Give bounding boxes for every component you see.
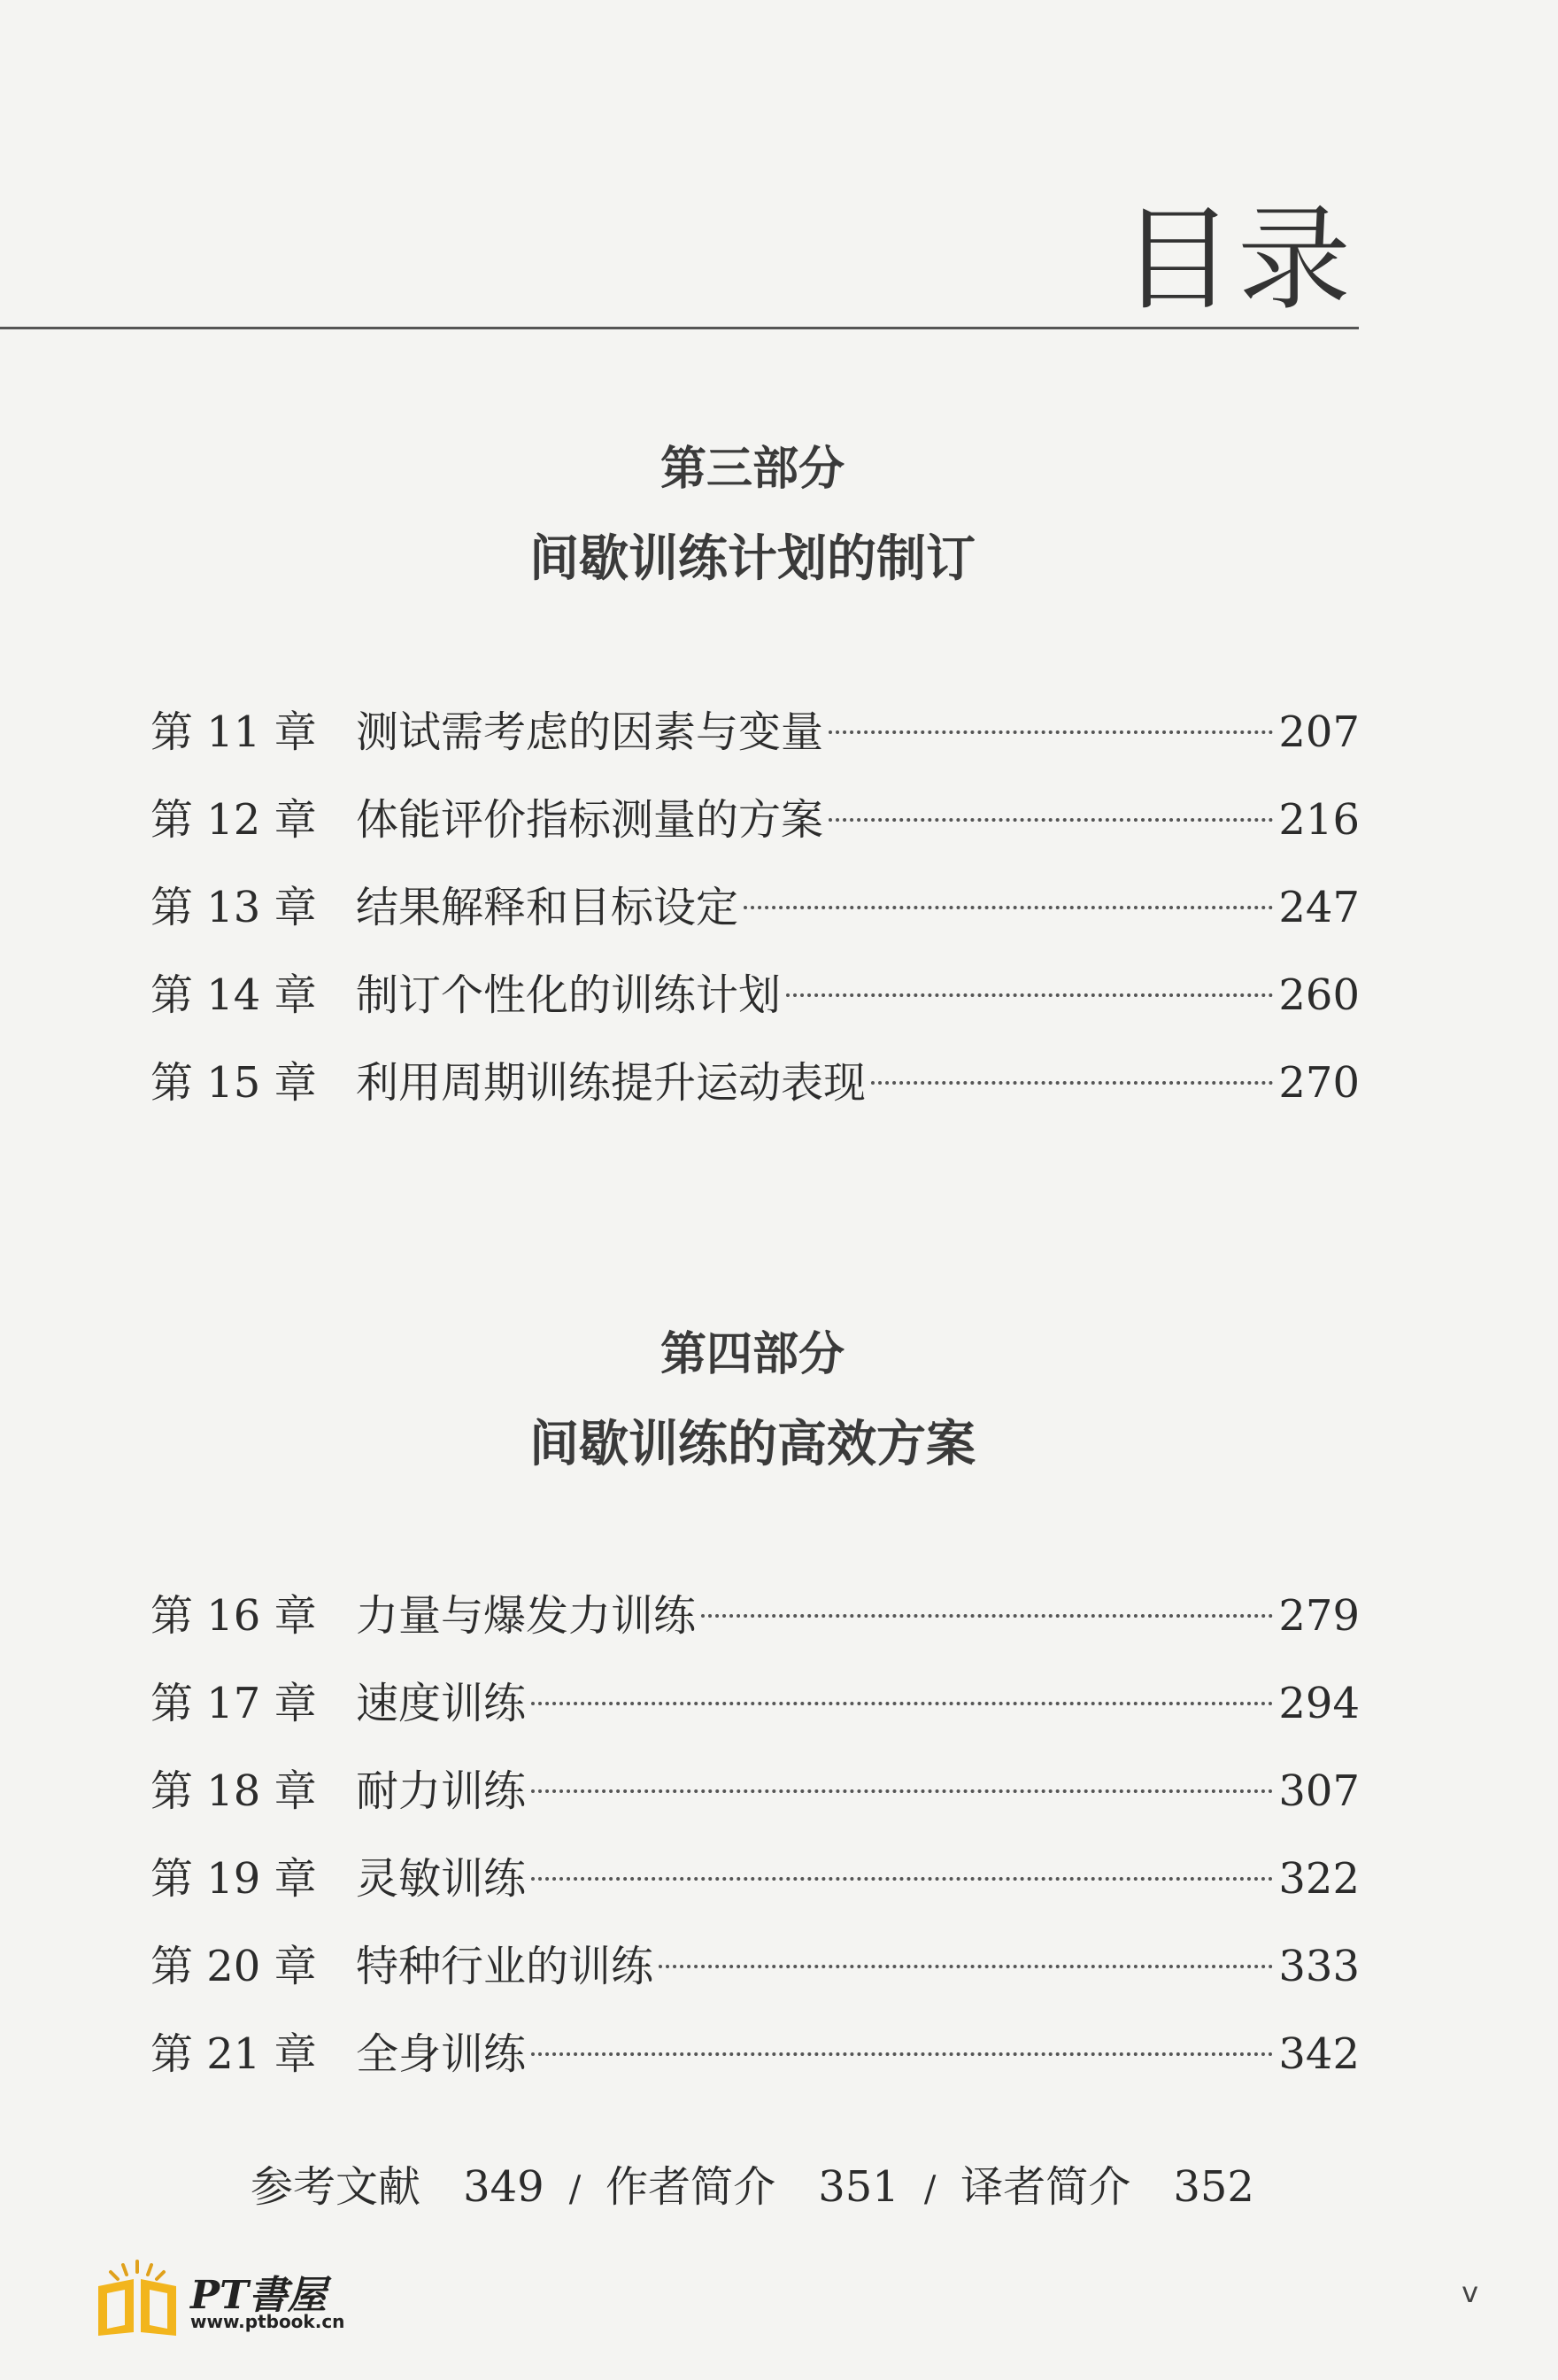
chapter-title: 利用周期训练提升运动表现 xyxy=(356,1058,867,1108)
chapter-page: 322 xyxy=(1278,1854,1360,1904)
chapter-number: 第 12 章 xyxy=(150,795,317,845)
toc-entry[interactable] xyxy=(150,1589,1360,1677)
chapter-number: 第 21 章 xyxy=(150,2029,317,2079)
chapter-page: 279 xyxy=(1278,1591,1360,1641)
toc-entry[interactable] xyxy=(150,969,1360,1056)
dot-leader xyxy=(829,818,1273,822)
chapter-title: 特种行业的训练 xyxy=(356,1942,654,1991)
back-matter-label[interactable]: 作者简介 xyxy=(605,2162,776,2212)
logo-name: PT書屋 xyxy=(190,2273,327,2318)
dot-leader xyxy=(659,1965,1273,1968)
separator: / xyxy=(923,2169,937,2210)
toc-entry[interactable] xyxy=(150,2028,1360,2115)
dot-leader xyxy=(871,1081,1273,1085)
chapter-page: 307 xyxy=(1278,1766,1360,1816)
chapter-page: 270 xyxy=(1278,1058,1360,1108)
dot-leader xyxy=(531,1877,1273,1881)
dot-leader xyxy=(701,1614,1273,1618)
dot-leader xyxy=(531,2052,1273,2056)
part-heading xyxy=(0,1328,1505,1473)
back-matter-label[interactable]: 译者简介 xyxy=(960,2162,1131,2212)
page-title: 目录 xyxy=(1120,194,1354,326)
toc-entry[interactable] xyxy=(150,793,1360,881)
dot-leader xyxy=(744,906,1273,909)
chapter-page: 247 xyxy=(1278,883,1360,932)
back-matter-label[interactable]: 参考文献 xyxy=(251,2162,421,2212)
separator: / xyxy=(568,2169,582,2210)
chapter-title: 灵敏训练 xyxy=(356,1854,527,1904)
chapter-title: 测试需考虑的因素与变量 xyxy=(356,707,824,757)
chapter-title: 全身训练 xyxy=(356,2029,527,2079)
chapter-page: 260 xyxy=(1278,970,1360,1020)
chapter-page: 294 xyxy=(1278,1679,1360,1728)
dot-leader xyxy=(829,730,1273,734)
part-name: 间歇训练的高效方案 xyxy=(529,1416,976,1473)
chapter-title: 结果解释和目标设定 xyxy=(356,883,739,932)
title-divider xyxy=(0,327,1359,329)
back-matter-line xyxy=(0,2160,1505,2216)
part-number: 第四部分 xyxy=(659,1328,845,1381)
chapter-number: 第 14 章 xyxy=(150,970,317,1020)
toc-entry[interactable] xyxy=(150,1056,1360,1144)
chapter-number: 第 20 章 xyxy=(150,1942,317,1991)
toc-entry[interactable] xyxy=(150,881,1360,969)
chapter-number: 第 13 章 xyxy=(150,883,317,932)
toc-list xyxy=(150,1589,1360,2115)
dot-leader xyxy=(786,993,1273,997)
part-number: 第三部分 xyxy=(659,443,845,496)
toc-entry[interactable] xyxy=(150,1852,1360,1940)
chapter-title: 制订个性化的训练计划 xyxy=(356,970,782,1020)
back-matter-page: 352 xyxy=(1173,2162,1254,2212)
dot-leader xyxy=(531,1702,1273,1705)
toc-entry[interactable] xyxy=(150,1677,1360,1765)
chapter-page: 216 xyxy=(1278,795,1360,845)
toc-entry[interactable] xyxy=(150,1765,1360,1852)
toc-entry[interactable] xyxy=(150,706,1360,793)
chapter-page: 342 xyxy=(1278,2029,1360,2079)
dot-leader xyxy=(531,1789,1273,1793)
chapter-page: 207 xyxy=(1278,707,1360,757)
chapter-number: 第 18 章 xyxy=(150,1766,317,1816)
chapter-number: 第 19 章 xyxy=(150,1854,317,1904)
logo xyxy=(93,2258,359,2338)
chapter-number: 第 11 章 xyxy=(150,707,317,757)
chapter-title: 体能评价指标测量的方案 xyxy=(356,795,824,845)
part-name: 间歇训练计划的制订 xyxy=(529,530,976,588)
chapter-title: 速度训练 xyxy=(356,1679,527,1728)
logo-url: www.ptbook.cn xyxy=(190,2311,345,2332)
toc-list xyxy=(150,706,1360,1144)
part-heading xyxy=(0,443,1505,588)
chapter-number: 第 16 章 xyxy=(150,1591,317,1641)
chapter-title: 力量与爆发力训练 xyxy=(356,1591,697,1641)
chapter-page: 333 xyxy=(1278,1942,1360,1991)
toc-entry[interactable] xyxy=(150,1940,1360,2028)
chapter-title: 耐力训练 xyxy=(356,1766,527,1816)
page-number: v xyxy=(1462,2276,1478,2309)
chapter-number: 第 17 章 xyxy=(150,1679,317,1728)
back-matter-page: 351 xyxy=(818,2162,899,2212)
chapter-number: 第 15 章 xyxy=(150,1058,317,1108)
open-book-icon xyxy=(93,2258,181,2338)
back-matter-page: 349 xyxy=(463,2162,544,2212)
